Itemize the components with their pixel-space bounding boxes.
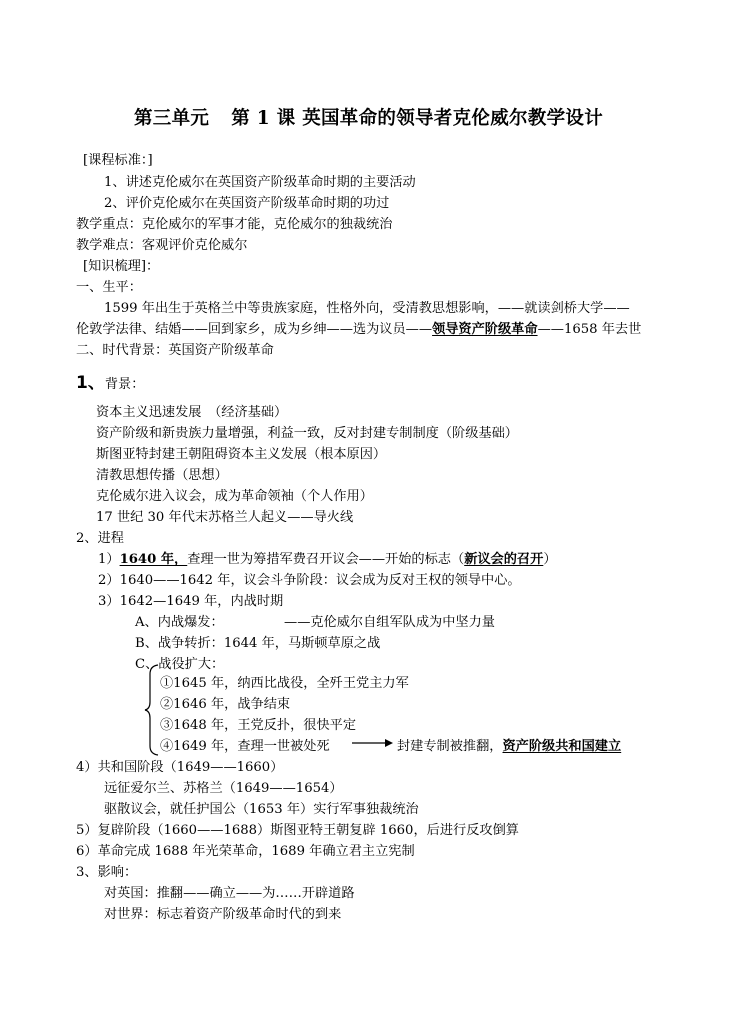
impact-world: 对世界：标志着资产阶级革命时代的到来 [104,907,342,922]
life-line-1: 1599 年出生于英格兰中等贵族家庭，性格外向，受清教思想影响，——就读剑桥大学—— [104,301,630,316]
process-heading: 2、进程 [76,531,124,546]
battle-item-1: ①1645 年，纳西比战役，全歼王党主力军 [160,676,409,691]
life-line-2-post: ——1658 年去世 [537,322,642,337]
process-step-1 [98,551,557,569]
background-item-3: 斯图亚特封建王朝阻碍资本主义发展（根本原因） [96,447,387,462]
background-item-4: 清教思想传播（思想） [96,468,228,483]
background-title [76,372,144,396]
war-turning-point: B、战争转折：1644 年，马斯顿草原之战 [135,636,381,651]
background-heading: 二、时代背景：英国资产阶级革命 [76,343,274,358]
process-step-5: 5）复辟阶段（1660——1688）斯图亚特王朝复辟 1660，后进行反攻倒算 [76,823,519,838]
life-line-2-bold: 领导资产阶级革命 [432,322,538,337]
battle-item-4: ④1649 年，查理一世被处死 [160,739,330,754]
process-step-3: 3）1642—1649 年，内战时期 [98,594,284,609]
process-step-4-b: 驱散议会，就任护国公（1653 年）实行军事独裁统治 [104,802,419,817]
process-step-1-end: ） [543,552,557,567]
title-unit: 第三单元 [133,108,210,129]
standard-item-1: 1、讲述克伦威尔在英国资产阶级革命时期的主要活动 [104,175,416,190]
process-step-1-year: 1640 年， [119,552,188,567]
process-step-1-bold: 新议会的召开 [464,552,544,567]
background-item-2: 资产阶级和新贵族力量增强，利益一致，反对封建专制制度（阶级基础） [96,426,518,441]
war-result [397,738,621,756]
impact-heading: 3、影响： [76,865,138,880]
battle-item-2: ②1646 年，战争结束 [160,697,291,712]
arrow-right-icon [352,737,394,749]
process-step-1-text: 查理一世为筹措军费召开议会——开始的标志（ [187,552,465,567]
war-result-bold: 资产阶级共和国建立 [502,739,622,754]
background-item-6: 17 世纪 30 年代末苏格兰人起义——导火线 [96,510,354,525]
process-step-4-a: 远征爱尔兰、苏格兰（1649——1654） [104,781,343,796]
knowledge-label: [知识梳理]： [83,259,160,274]
standard-item-2: 2、评价克伦威尔在英国资产阶级革命时期的功过 [104,196,390,211]
life-line-2 [76,321,641,339]
title-text: 英国革命的领导者克伦威尔教学设计 [302,108,604,129]
war-result-pre: 封建专制被推翻， [397,739,503,754]
process-step-6: 6）革命完成 1688 年光荣革命，1689 年确立君主立宪制 [76,844,415,859]
civil-war-outbreak-label: A、内战爆发： [135,615,224,630]
background-item-1: 资本主义迅速发展 （经济基础） [96,405,288,420]
process-step-1-num: 1） [98,552,120,567]
background-label: 背景： [104,377,145,392]
background-num: 1、 [76,373,105,393]
process-step-2: 2）1640——1642 年，议会斗争阶段：议会成为反对王权的领导中心。 [98,573,521,588]
life-heading: 一、生平： [76,280,142,295]
difficulty: 教学难点：客观评价克伦威尔 [76,238,248,253]
standards-label: [课程标准：] [83,153,153,168]
civil-war-outbreak-text: ——克伦威尔自组军队成为中坚力量 [284,615,495,630]
title-lesson: 第 1 课 [231,108,296,129]
document-title [0,104,737,130]
process-step-4: 4）共和国阶段（1649——1660） [76,760,284,775]
key-point: 教学重点：克伦威尔的军事才能，克伦威尔的独裁统治 [76,217,393,232]
life-line-2-pre: 伦敦学法律、结婚——回到家乡，成为乡绅——选为议员—— [76,322,433,337]
impact-uk: 对英国：推翻——确立——为……开辟道路 [104,886,355,901]
background-item-5: 克伦威尔进入议会，成为革命领袖（个人作用） [96,489,373,504]
battle-item-3: ③1648 年，王党反扑，很快平定 [160,718,357,733]
war-expansion: C、战役扩大： [135,657,225,672]
